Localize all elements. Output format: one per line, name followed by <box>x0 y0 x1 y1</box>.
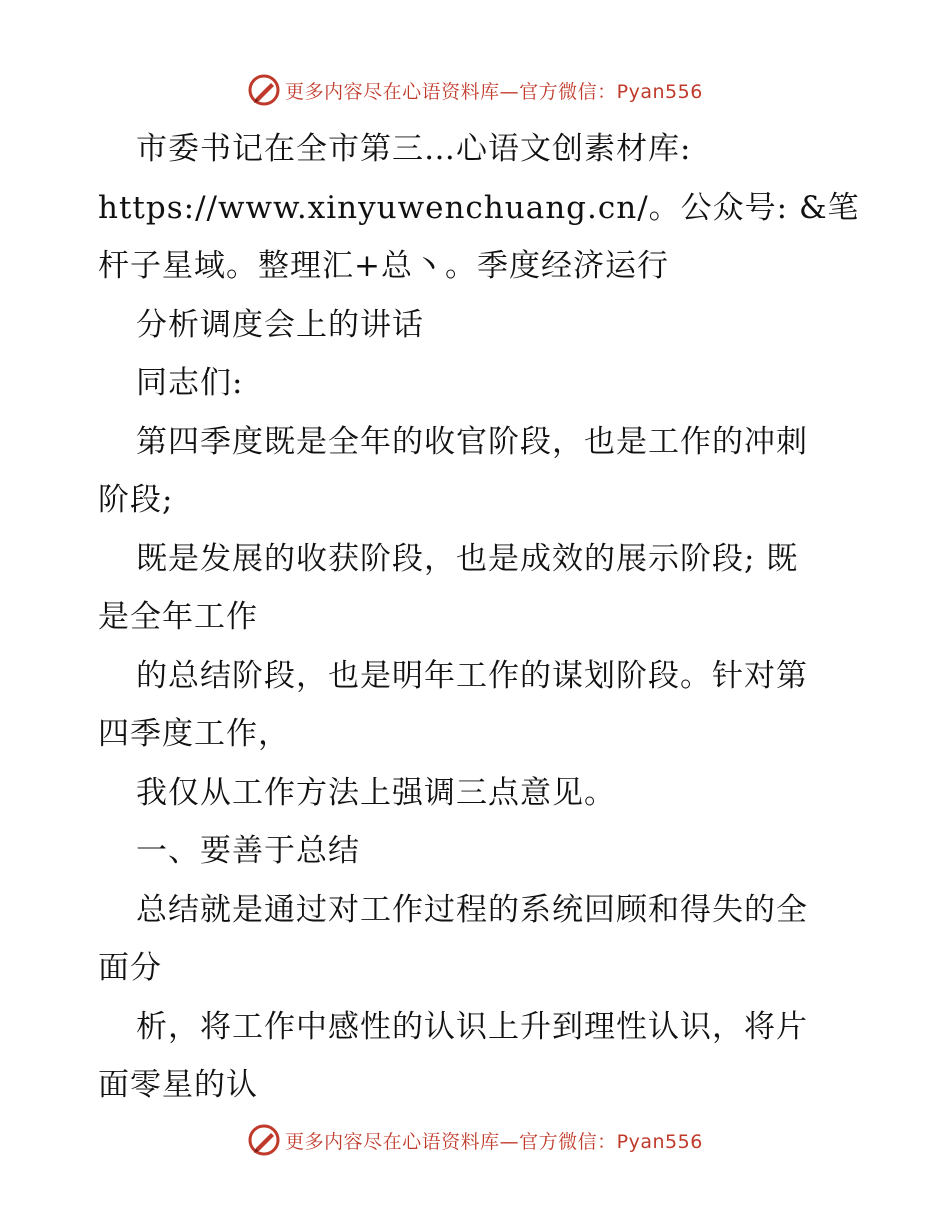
footer-banner-text: 更多内容尽在心语资料库—官方微信：Pyan556 <box>285 1130 703 1153</box>
text-line: 既是发展的收获阶段，也是成效的展示阶段; 既 <box>136 540 799 577</box>
document-body <box>98 120 858 1115</box>
header-banner-text: 更多内容尽在心语资料库—官方微信：Pyan556 <box>285 80 703 103</box>
text-line: 析，将工作中感性的认识上升到理性认识，将片 <box>136 1008 808 1045</box>
text-line: 杆子星域。整理汇+总丶。季度经济运行 <box>98 248 669 284</box>
text-line: 同志们: <box>136 365 244 401</box>
text-line: 是全年工作 <box>98 599 258 635</box>
text-line: 面零星的认 <box>98 1067 258 1103</box>
pen-logo-icon <box>247 1123 281 1157</box>
text-line: 四季度工作， <box>98 716 290 752</box>
header-banner <box>0 70 950 110</box>
text-line: 第四季度既是全年的收官阶段，也是工作的冲刺 <box>136 423 808 460</box>
text-line: 的总结阶段，也是明年工作的谋划阶段。针对第 <box>136 657 808 694</box>
text-line: 分析调度会上的讲话 <box>136 306 424 343</box>
text-line: 市委书记在全市第三…心语文创素材库: <box>136 131 692 167</box>
text-line: 一、要善于总结 <box>136 833 360 869</box>
footer-banner <box>0 1120 950 1160</box>
pen-logo-icon <box>247 73 281 107</box>
text-line: 面分 <box>98 950 162 986</box>
text-line: 阶段; <box>98 482 174 518</box>
text-line: 我仅从工作方法上强调三点意见。 <box>136 774 616 811</box>
text-line: https://www.xinyuwenchuang.cn/。公众号: &笔 <box>98 189 860 226</box>
text-line: 总结就是通过对工作过程的系统回顾和得失的全 <box>136 891 808 928</box>
